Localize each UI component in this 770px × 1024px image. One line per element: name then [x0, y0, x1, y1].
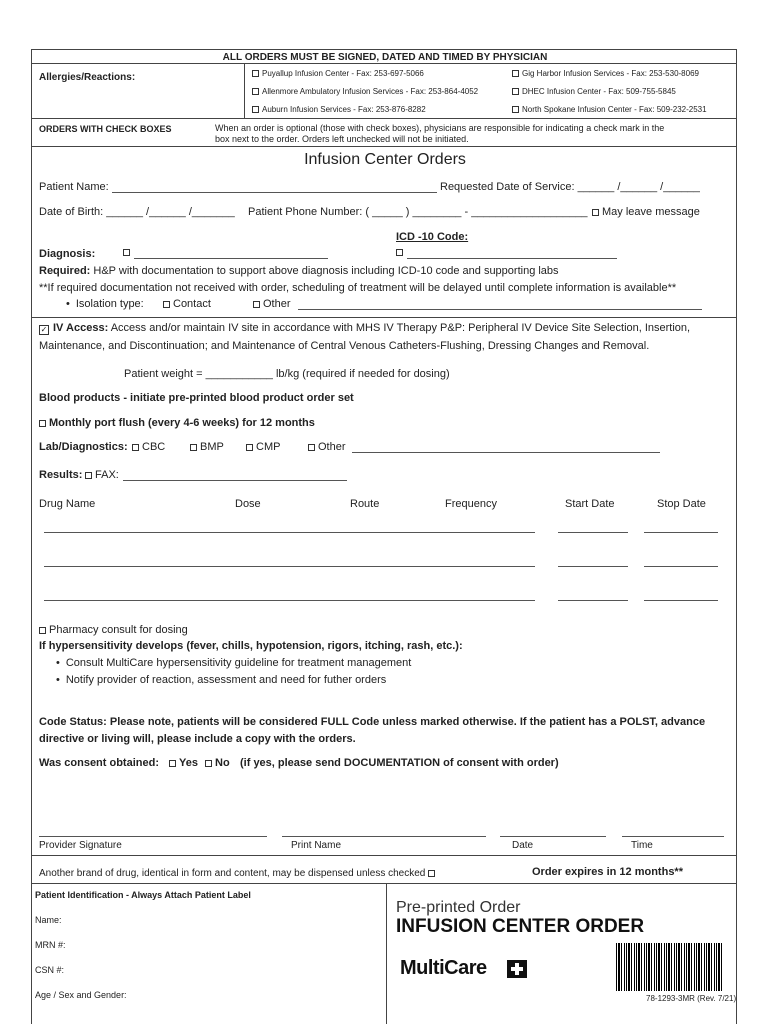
- check-box-label: ORDERS WITH CHECK BOXES: [39, 124, 172, 134]
- start-date-field[interactable]: [558, 600, 628, 601]
- divider: [386, 883, 387, 1024]
- lab-other-field[interactable]: [352, 452, 660, 453]
- checkbox[interactable]: [512, 88, 519, 95]
- print-name-field[interactable]: [282, 836, 486, 837]
- checkbox[interactable]: [252, 106, 259, 113]
- mrn-label: MRN #:: [35, 940, 66, 950]
- checkbox[interactable]: [592, 209, 599, 216]
- checkbox[interactable]: [252, 88, 259, 95]
- code-status-2: directive or living will, please include a copy with the orders.: [39, 733, 356, 745]
- stop-date-field[interactable]: [644, 532, 718, 533]
- center-option[interactable]: North Spokane Infusion Center - Fax: 509-232-2531: [512, 105, 707, 114]
- pharmacy-option[interactable]: Pharmacy consult for dosing: [39, 624, 188, 636]
- col-start: Start Date: [565, 498, 615, 510]
- phone-field[interactable]: Patient Phone Number: ( _____ ) ________ - ___________________: [248, 206, 588, 218]
- bullet-item: • Notify provider of reaction, assessment and need for futher orders: [56, 674, 386, 686]
- hypersensitivity: If hypersensitivity develops (fever, chills, hypotension, rigors, itching, rash, etc.):: [39, 640, 463, 652]
- checkbox[interactable]: [512, 106, 519, 113]
- center-option[interactable]: Allenmore Ambulatory Infusion Services - Fax: 253-864-4052: [252, 87, 478, 96]
- date-field[interactable]: [500, 836, 606, 837]
- diagnosis-label: Diagnosis:: [39, 248, 96, 260]
- patient-name-field[interactable]: [112, 192, 437, 193]
- checkbox[interactable]: [308, 444, 315, 451]
- multicare-logo: MultiCare: [400, 957, 487, 979]
- expires-note: Order expires in 12 months**: [532, 866, 683, 878]
- check-box-note: box next to the order. Orders left unchecked will not be initiated.: [215, 134, 469, 144]
- checkbox[interactable]: [39, 420, 46, 427]
- icd-label: ICD -10 Code:: [396, 231, 469, 243]
- age-sex-label: Age / Sex and Gender:: [35, 990, 127, 1000]
- divider: [244, 63, 245, 118]
- icd-field[interactable]: [407, 258, 617, 259]
- iv-access-text-2: Maintenance, and Discontinuation; and Maintenance of Central Venous Catheters-Flushing, Dressing Changes and Removal.: [39, 340, 650, 352]
- checkbox[interactable]: [253, 301, 260, 308]
- checkbox[interactable]: [190, 444, 197, 451]
- monthly-flush-option[interactable]: Monthly port flush (every 4-6 weeks) for 12 months: [39, 417, 315, 429]
- check-box-note: When an order is optional (those with check boxes), physicians are responsible for indicating a check mark in the: [215, 123, 665, 133]
- checked-icon[interactable]: ✓: [40, 325, 48, 334]
- drug-row-field[interactable]: [44, 600, 535, 601]
- fax-option[interactable]: FAX:: [85, 469, 119, 481]
- consent-no-option[interactable]: No: [205, 757, 230, 769]
- required-text: Required: H&P with documentation to support above diagnosis including ICD-10 code and supporting labs: [39, 265, 559, 277]
- drug-row-field[interactable]: [44, 566, 535, 567]
- cbc-option[interactable]: CBC: [132, 441, 165, 453]
- divider: [31, 118, 737, 119]
- divider: [31, 63, 737, 64]
- lab-label: Lab/Diagnostics:: [39, 441, 128, 453]
- code-status: Code Status: Please note, patients will be considered FULL Code unless marked otherwise. If the patient has a POLST, advance: [39, 716, 706, 728]
- icd-option[interactable]: [396, 246, 406, 258]
- stop-date-field[interactable]: [644, 600, 718, 601]
- if-required-note: **If required documentation not received with order, scheduling of treatment will be delayed until complete information is available**: [39, 282, 677, 294]
- checkbox[interactable]: [163, 301, 170, 308]
- requested-date[interactable]: Requested Date of Service: ______ /______ /______: [440, 181, 700, 193]
- checkbox[interactable]: [132, 444, 139, 451]
- patient-id-label: Patient Identification - Always Attach Patient Label: [35, 890, 251, 900]
- time-field[interactable]: [622, 836, 724, 837]
- contact-option[interactable]: Contact: [163, 298, 211, 310]
- isolation-type: • Isolation type:: [66, 298, 144, 310]
- isolation-other-field[interactable]: [298, 309, 702, 310]
- form-code: 78-1293-3MR (Rev. 7/21): [646, 994, 737, 1003]
- checkbox[interactable]: [512, 70, 519, 77]
- bullet-item: • Consult MultiCare hypersensitivity guideline for treatment management: [56, 657, 411, 669]
- start-date-field[interactable]: [558, 532, 628, 533]
- sig-provider-label: Provider Signature: [39, 840, 122, 851]
- results-label: Results:: [39, 469, 83, 481]
- center-option[interactable]: DHEC Infusion Center - Fax: 509-755-5845: [512, 87, 676, 96]
- preprinted-label: Pre-printed Order: [396, 899, 521, 916]
- order-title: INFUSION CENTER ORDER: [396, 916, 645, 937]
- checkbox[interactable]: [428, 870, 435, 877]
- checkbox[interactable]: [252, 70, 259, 77]
- name-label: Name:: [35, 915, 62, 925]
- divider: [31, 883, 737, 884]
- patient-weight[interactable]: Patient weight = ___________ lb/kg (required if needed for dosing): [124, 368, 450, 380]
- brand-note: Another brand of drug, identical in form and content, may be dispensed unless checked: [39, 868, 438, 879]
- col-route: Route: [350, 498, 380, 510]
- sig-time-label: Time: [631, 840, 653, 851]
- dob-field[interactable]: Date of Birth: ______ /______ /_______: [39, 206, 235, 218]
- isolation-other-option[interactable]: Other: [253, 298, 291, 310]
- consent-label: Was consent obtained:: [39, 757, 159, 769]
- csn-label: CSN #:: [35, 965, 65, 975]
- logo-icon: [507, 960, 527, 978]
- lab-other-option[interactable]: Other: [308, 441, 346, 453]
- drug-row-field[interactable]: [44, 532, 535, 533]
- page-title: Infusion Center Orders: [304, 151, 466, 168]
- divider: [31, 317, 737, 318]
- start-date-field[interactable]: [558, 566, 628, 567]
- center-option[interactable]: Puyallup Infusion Center - Fax: 253-697-5066: [252, 69, 424, 78]
- allergies-label: Allergies/Reactions:: [39, 72, 136, 83]
- barcode: [616, 943, 722, 991]
- fax-field[interactable]: [123, 480, 347, 481]
- banner: ALL ORDERS MUST BE SIGNED, DATED AND TIMED BY PHYSICIAN: [222, 52, 548, 63]
- may-leave-option[interactable]: May leave message: [592, 206, 700, 218]
- provider-signature-field[interactable]: [39, 836, 267, 837]
- checkbox[interactable]: [169, 760, 176, 767]
- center-option[interactable]: Auburn Infusion Services - Fax: 253-876-8282: [252, 105, 426, 114]
- diagnosis-option[interactable]: [123, 246, 133, 258]
- iv-access-text: ✓ IV Access: Access and/or maintain IV site in accordance with MHS IV Therapy P&P: Peripheral IV Device Site Selection, Insertion,: [40, 322, 691, 334]
- diagnosis-field[interactable]: [134, 258, 328, 259]
- sig-print-label: Print Name: [291, 840, 342, 851]
- center-option[interactable]: Gig Harbor Infusion Services - Fax: 253-530-8069: [512, 69, 699, 78]
- bmp-option[interactable]: BMP: [190, 441, 224, 453]
- divider: [31, 146, 737, 147]
- col-drug: Drug Name: [39, 498, 96, 510]
- cmp-option[interactable]: CMP: [246, 441, 280, 453]
- checkbox[interactable]: [205, 760, 212, 767]
- checkbox[interactable]: [246, 444, 253, 451]
- sig-date-label: Date: [512, 840, 534, 851]
- stop-date-field[interactable]: [644, 566, 718, 567]
- divider: [31, 855, 737, 856]
- checkbox[interactable]: [396, 249, 403, 256]
- col-frequency: Frequency: [445, 498, 497, 510]
- checkbox[interactable]: [85, 472, 92, 479]
- consent-yes-option[interactable]: Yes: [169, 757, 198, 769]
- checkbox[interactable]: [39, 627, 46, 634]
- consent-note: (if yes, please send DOCUMENTATION of consent with order): [240, 757, 559, 769]
- col-stop: Stop Date: [657, 498, 706, 510]
- col-dose: Dose: [235, 498, 261, 510]
- checkbox[interactable]: [123, 249, 130, 256]
- patient-name-label: Patient Name:: [39, 181, 109, 193]
- blood-products: Blood products - initiate pre-printed blood product order set: [39, 392, 354, 404]
